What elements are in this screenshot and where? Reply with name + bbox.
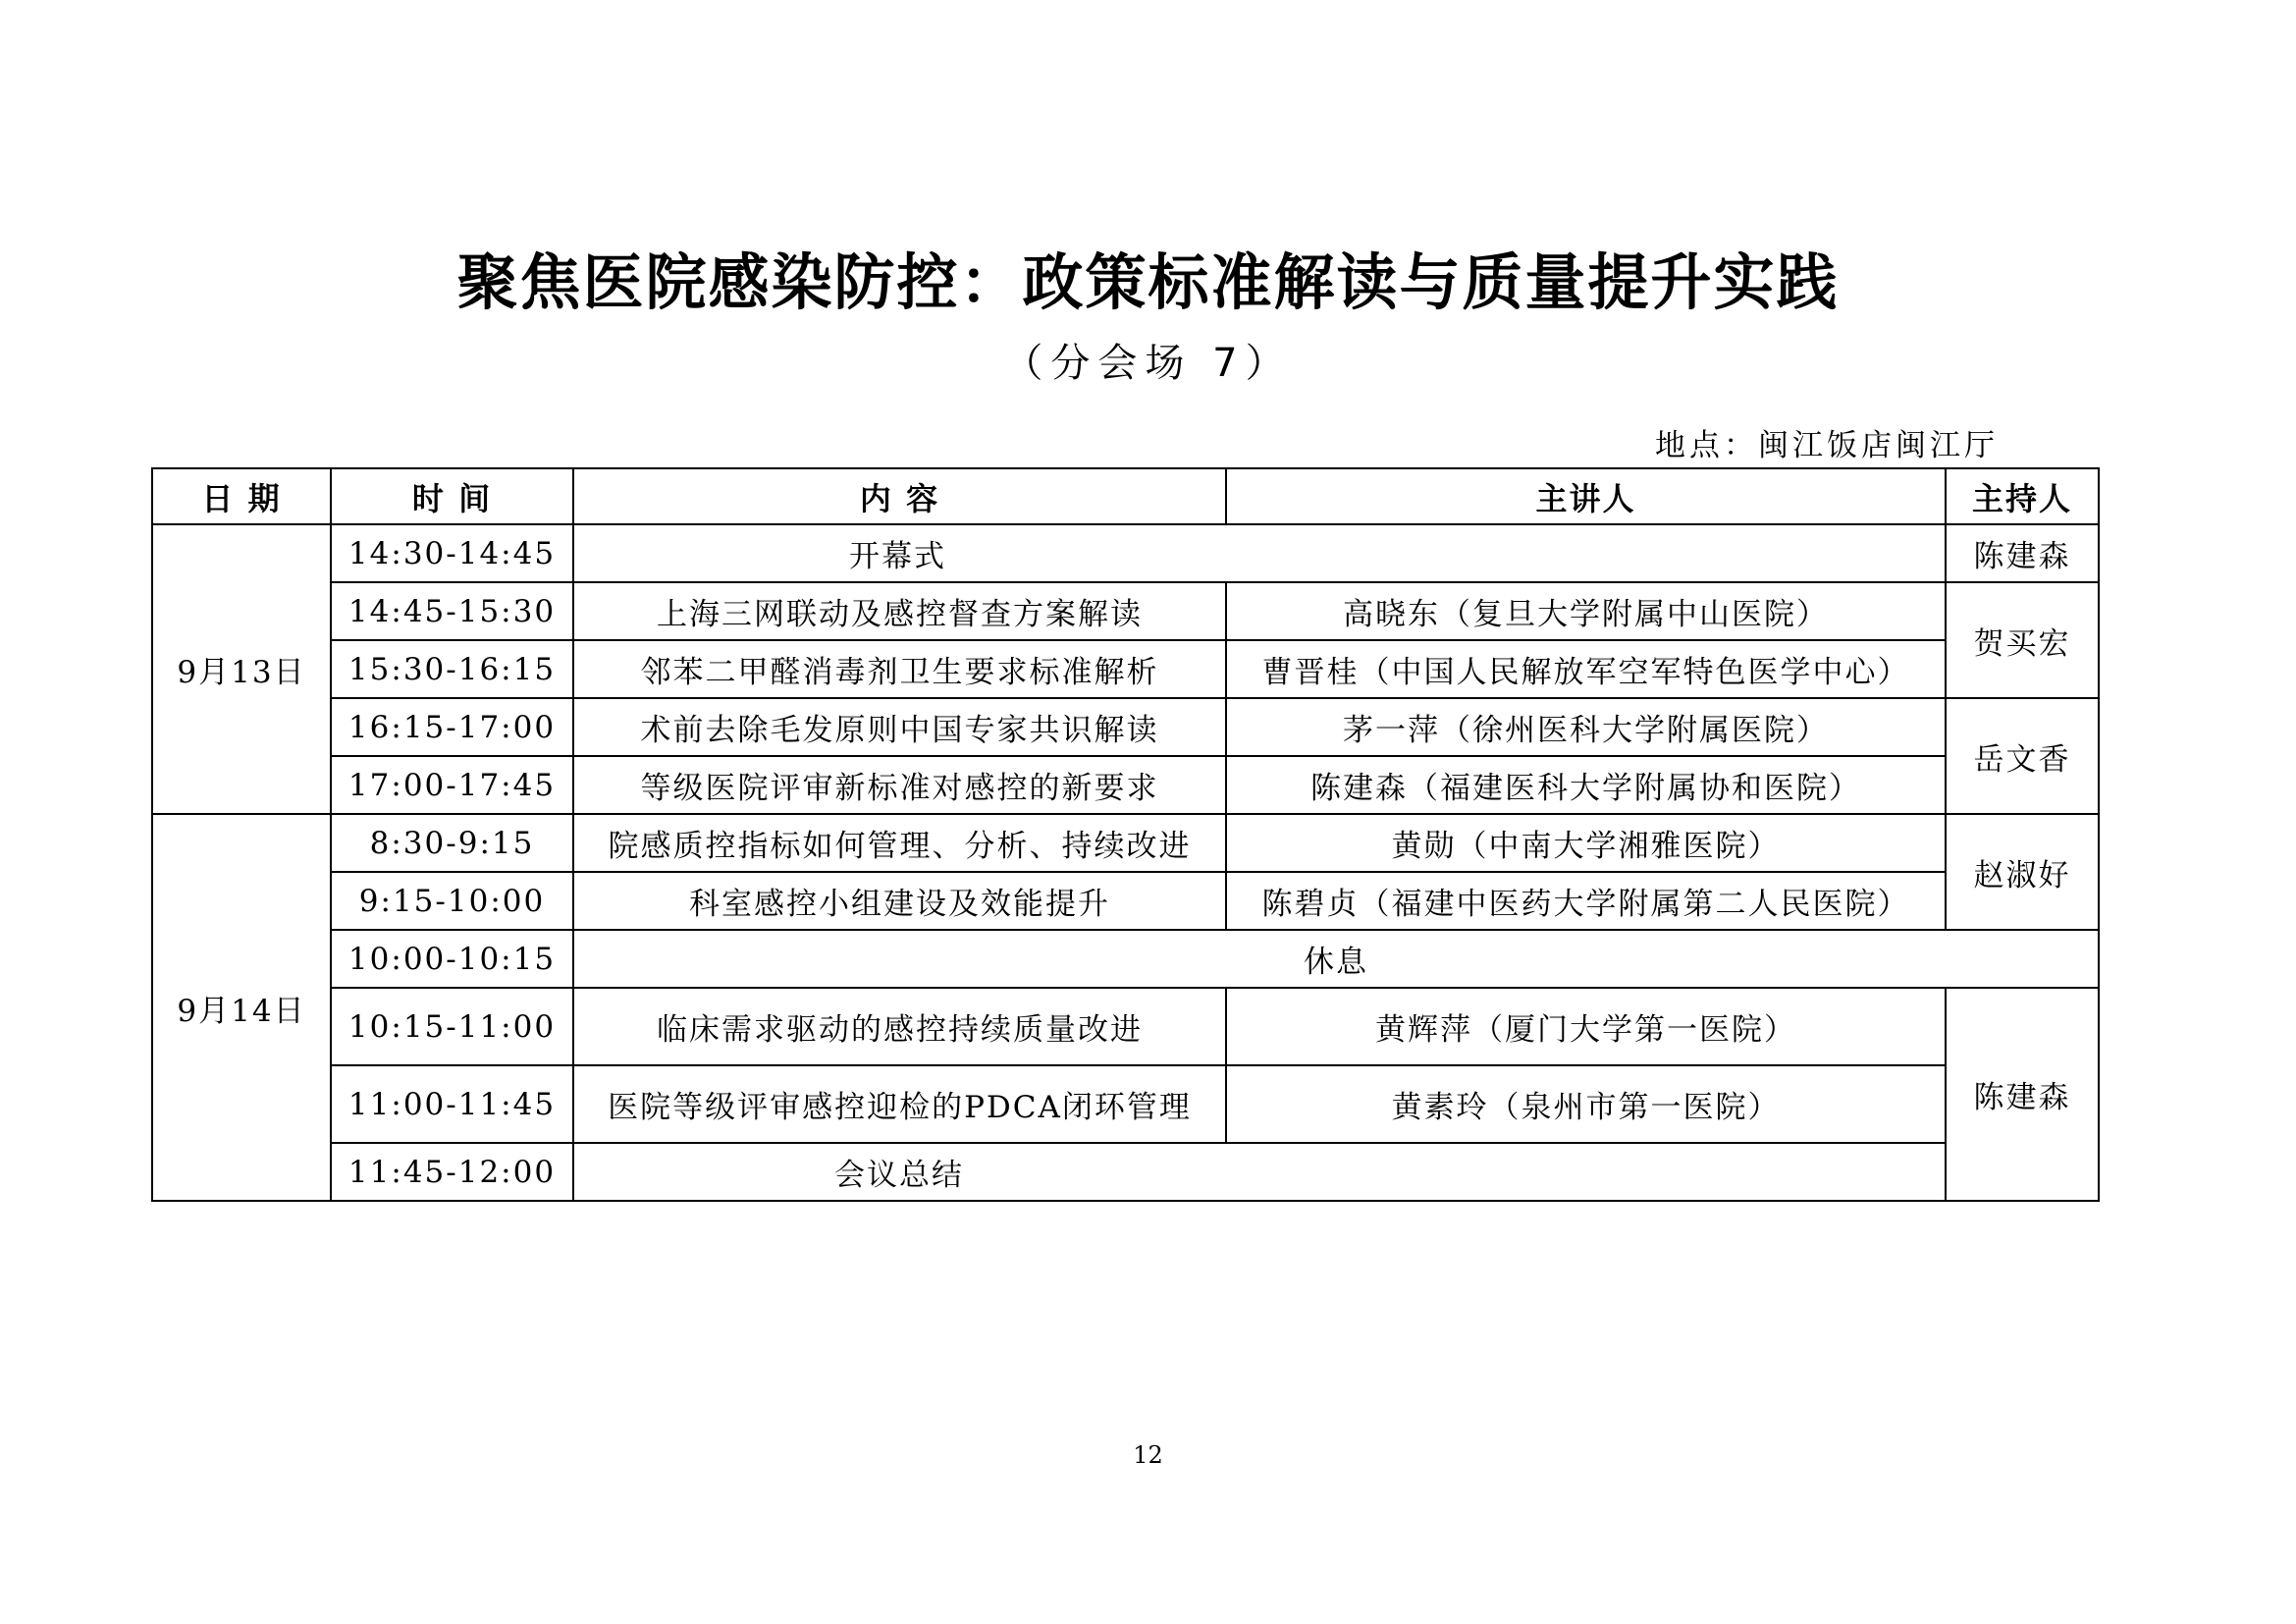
host-cell: 赵淑好 [1946, 814, 2099, 930]
speaker-cell: 黄辉萍（厦门大学第一医院） [1226, 988, 1946, 1065]
page-title: 聚焦医院感染防控：政策标准解读与质量提升实践 [456, 246, 1840, 318]
content-cell: 开幕式 [573, 524, 1946, 582]
speaker-cell: 黄勋（中南大学湘雅医院） [1226, 814, 1946, 872]
speaker-cell: 陈碧贞（福建中医药大学附属第二人民医院） [1226, 872, 1946, 930]
speaker-cell: 曹晋桂（中国人民解放军空军特色医学中心） [1226, 640, 1946, 698]
content-cell: 等级医院评审新标准对感控的新要求 [573, 756, 1226, 814]
table-row [152, 698, 2099, 756]
venue-location: 地点：闽江饭店闽江厅 [1655, 428, 1999, 463]
table-row [152, 524, 2099, 582]
table-row [152, 640, 2099, 698]
time-cell: 16:15-17:00 [331, 698, 573, 756]
time-cell: 15:30-16:15 [331, 640, 573, 698]
speaker-cell: 茅一萍（徐州医科大学附属医院） [1226, 698, 1946, 756]
host-cell: 陈建森 [1946, 524, 2099, 582]
speaker-cell: 黄素玲（泉州市第一医院） [1226, 1065, 1946, 1143]
time-cell: 11:00-11:45 [331, 1065, 573, 1143]
table-header-row [152, 468, 2099, 524]
table-row [152, 930, 2099, 988]
header-content: 内 容 [573, 468, 1226, 524]
date-cell: 9月13日 [152, 524, 331, 814]
time-cell: 11:45-12:00 [331, 1143, 573, 1201]
table-row [152, 756, 2099, 814]
time-cell: 14:30-14:45 [331, 524, 573, 582]
content-cell: 休息 [573, 930, 2099, 988]
table-row [152, 988, 2099, 1065]
table-row [152, 1143, 2099, 1201]
content-cell: 会议总结 [573, 1143, 1946, 1201]
table-row [152, 1065, 2099, 1143]
header-speaker: 主讲人 [1226, 468, 1946, 524]
header-time: 时 间 [331, 468, 573, 524]
time-cell: 8:30-9:15 [331, 814, 573, 872]
date-cell: 9月14日 [152, 814, 331, 1201]
content-cell: 科室感控小组建设及效能提升 [573, 872, 1226, 930]
page-subtitle: （分会场 7） [1003, 341, 1293, 386]
content-cell: 术前去除毛发原则中国专家共识解读 [573, 698, 1226, 756]
host-cell: 岳文香 [1946, 698, 2099, 814]
table-row [152, 814, 2099, 872]
host-cell: 贺买宏 [1946, 582, 2099, 698]
content-cell: 上海三网联动及感控督查方案解读 [573, 582, 1226, 640]
time-cell: 10:00-10:15 [331, 930, 573, 988]
content-cell: 院感质控指标如何管理、分析、持续改进 [573, 814, 1226, 872]
time-cell: 17:00-17:45 [331, 756, 573, 814]
page-number: 12 [1133, 1441, 1163, 1469]
header-date: 日 期 [152, 468, 331, 524]
agenda-table [151, 467, 2100, 1202]
host-cell: 陈建森 [1946, 988, 2099, 1201]
table-row [152, 872, 2099, 930]
time-cell: 14:45-15:30 [331, 582, 573, 640]
content-cell: 邻苯二甲醛消毒剂卫生要求标准解析 [573, 640, 1226, 698]
time-cell: 10:15-11:00 [331, 988, 573, 1065]
content-cell: 临床需求驱动的感控持续质量改进 [573, 988, 1226, 1065]
speaker-cell: 高晓东（复旦大学附属中山医院） [1226, 582, 1946, 640]
time-cell: 9:15-10:00 [331, 872, 573, 930]
table-row [152, 582, 2099, 640]
header-host: 主持人 [1946, 468, 2099, 524]
content-cell: 医院等级评审感控迎检的PDCA闭环管理 [573, 1065, 1226, 1143]
speaker-cell: 陈建森（福建医科大学附属协和医院） [1226, 756, 1946, 814]
